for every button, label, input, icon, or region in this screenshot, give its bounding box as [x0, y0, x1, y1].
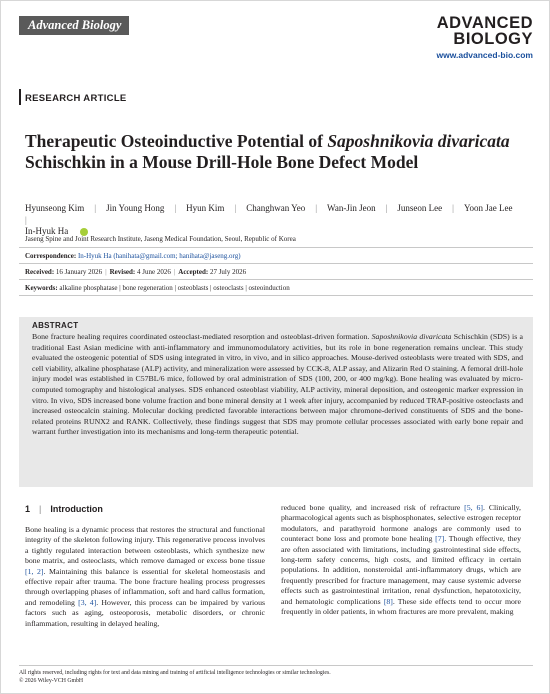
title-species: Saposhnikovia divaricata: [327, 131, 510, 151]
citation-link[interactable]: [8]: [383, 596, 393, 606]
author-name[interactable]: Wan-Jin Jeon: [327, 203, 376, 213]
article-type-marker: [19, 89, 21, 105]
author-name[interactable]: Junseon Lee: [397, 203, 443, 213]
divider: [19, 279, 533, 280]
body-text: reduced bone quality, and increased risk of refracture: [281, 503, 465, 512]
logo-line-2: BIOLOGY: [453, 30, 533, 48]
body-text: . Though effective, they are often associated with limitations, including gastrointestinal side effects, long-term safety concerns, high costs, and limited efficacy in certain populations. In addition, nonsteroidal anti-inflammatory drugs, which are frequently prescribed for fracture management, may cause systemic adverse effects such as gastrointestinal irritation, renal dysfunction, hepatotoxicity, and hematologic complications: [281, 534, 521, 606]
correspondence-text[interactable]: In-Hyuk Ha (hanihata@gmail.com; hanihata@jaseng.org): [77, 252, 241, 260]
body-text: . These side effects tend to occur more frequently in older patients, in whom fractures are more prevalent, making: [281, 596, 521, 617]
received-label: Received:: [25, 268, 55, 276]
title-part-2: Schischkin in a Mouse Drill-Hole Bone Defect Model: [25, 152, 419, 172]
logo-line-1: ADVANCED: [436, 14, 533, 32]
author-separator: |: [174, 203, 177, 213]
body-text: . Clinically, pharmacological agents such as bisphosphonates, selective estrogen receptor modulators, and parathyroid hormone analogs are commonly used to counteract bone loss and promote bone healing: [281, 503, 522, 544]
keywords-line: [25, 284, 525, 293]
author-name[interactable]: Hyunseong Kim: [25, 203, 85, 213]
accepted-label: Accepted:: [178, 268, 209, 276]
divider: [19, 247, 533, 248]
citation-link[interactable]: [5, 6]: [464, 503, 483, 512]
section-number: 1: [25, 504, 31, 514]
author-name[interactable]: In-Hyuk Ha: [25, 226, 69, 236]
body-text: . However, this process can be impaired by various factors such as aging, osteoporosis, metabolic disorders, or chronic inflammation, resulting in delayed healing,: [25, 597, 266, 628]
divider: [19, 263, 533, 264]
section-heading: 1 | Introduction: [25, 504, 103, 514]
author-separator: |: [94, 203, 97, 213]
author-separator: |: [385, 203, 388, 213]
abstract-text: [32, 332, 523, 438]
received-date: 16 January 2026: [55, 268, 103, 276]
correspondence-line: [25, 252, 525, 261]
footer-rights: All rights reserved, including rights for text and data mining and training of artificial intelligence technologies or similar technologies.: [19, 670, 331, 676]
keywords-list: alkaline phosphatase | bone regeneration | osteoblasts | osteoclasts | osteoinduction: [59, 284, 290, 292]
author-separator: |: [25, 214, 27, 225]
footer-divider: [19, 665, 533, 666]
accepted-date: 27 July 2026: [209, 268, 247, 276]
citation-link[interactable]: [3, 4]: [78, 597, 97, 607]
section-title: Introduction: [50, 504, 103, 514]
journal-logo: [436, 15, 533, 60]
author-name[interactable]: Yoon Jae Lee: [463, 203, 513, 213]
author-name[interactable]: Hyun Kim: [186, 203, 225, 213]
author-separator: |: [315, 203, 318, 213]
footer-copyright: © 2026 Wiley-VCH GmbH: [19, 678, 84, 684]
affiliation: Jaseng Spine and Joint Research Institute, Jaseng Medical Foundation, Seoul, Republic of Korea: [25, 235, 296, 243]
author-name[interactable]: Changhwan Yeo: [246, 203, 306, 213]
abstract-heading: ABSTRACT: [32, 321, 79, 330]
author-separator: |: [234, 203, 237, 213]
author-name[interactable]: Jin Young Hong: [106, 203, 165, 213]
revised-label: Revised:: [109, 268, 136, 276]
author-separator: |: [452, 203, 454, 213]
citation-link[interactable]: [7]: [435, 534, 445, 544]
abstract-text-part: Schischkin (SDS) is a traditional East Asian medicine with anti-inflammatory and immunomodulatory activities, but its role in bone regeneration remains unclear. This study evaluated the osteogenic potential of SDS using integrated in vitro, in vivo, and in silico approaches. Mouse-derived osteoblasts were treated with SDS, and cell viability, alkaline phosphatase (ALP) activity, and mineralization were assessed by CCK-8, ALP assay, and Alizarin Red O staining. A femoral drill-hole injury model was established in C57BL/6 mice, followed by oral administration of SDS (100, 200, or 400 mg/kg). Bone healing was evaluated by micro-computed tomography and histological analyses. SDS enhanced osteoblast viability, ALP activity, mineral deposition, and osteogenic marker expression in vitro. In vivo, SDS increased bone volume fraction and bone mineral density at 1 week after injury, accompanied by reduced TRAP-positive osteoclasts and increased osteocalcin staining. Molecular docking predicted favorable interactions between major chromone-derived constituents of SDS and the bone-related proteins RUNX2 and RANK. Collectively, these findings suggest that SDS may promote cellular processes associated with early bone repair and warrant further investigation into its mechanisms and long-term therapeutic potential.: [32, 332, 523, 437]
journal-name-banner: Advanced Biology: [19, 16, 129, 35]
page-footer: [19, 669, 533, 685]
correspondence-label: Correspondence:: [25, 252, 77, 260]
divider: [19, 295, 533, 296]
abstract-text-part: Bone fracture healing requires coordinated osteoclast-mediated resorption and osteoblast-driven formation.: [32, 332, 372, 341]
body-text: Bone healing is a dynamic process that restores the structural and functional integrity of the skeleton following injury. This regenerative process involves a tightly regulated interaction between osteoblasts, which synthesize new bone matrix, and osteoclasts, which remove damaged or excess bone tissue: [25, 525, 265, 566]
author-list: [25, 203, 525, 238]
citation-link[interactable]: [1, 2]: [25, 566, 44, 576]
body-text: . Maintaining this balance is essential for skeletal homeostasis and effective repair after trauma. The bone fracture healing process progresses through overlapping phases of inflammation, soft and hard callus formation, and remodeling: [25, 566, 265, 607]
journal-url-link[interactable]: www.advanced-bio.com: [436, 50, 533, 60]
abstract-species: Saposhnikovia divaricata: [371, 332, 452, 341]
title-part-1: Therapeutic Osteoinductive Potential of: [25, 131, 328, 151]
body-column-left: [25, 525, 265, 629]
revised-date: 4 June 2026: [137, 268, 171, 276]
abstract-box: [19, 317, 533, 487]
keywords-label: Keywords:: [25, 284, 58, 292]
dates-line: Received: 16 January 2026 | Revised: 4 June 2026 | Accepted: 27 July 2026: [25, 268, 247, 276]
article-title: [25, 131, 525, 173]
article-type-label: RESEARCH ARTICLE: [25, 93, 127, 104]
body-column-right: [281, 503, 521, 617]
